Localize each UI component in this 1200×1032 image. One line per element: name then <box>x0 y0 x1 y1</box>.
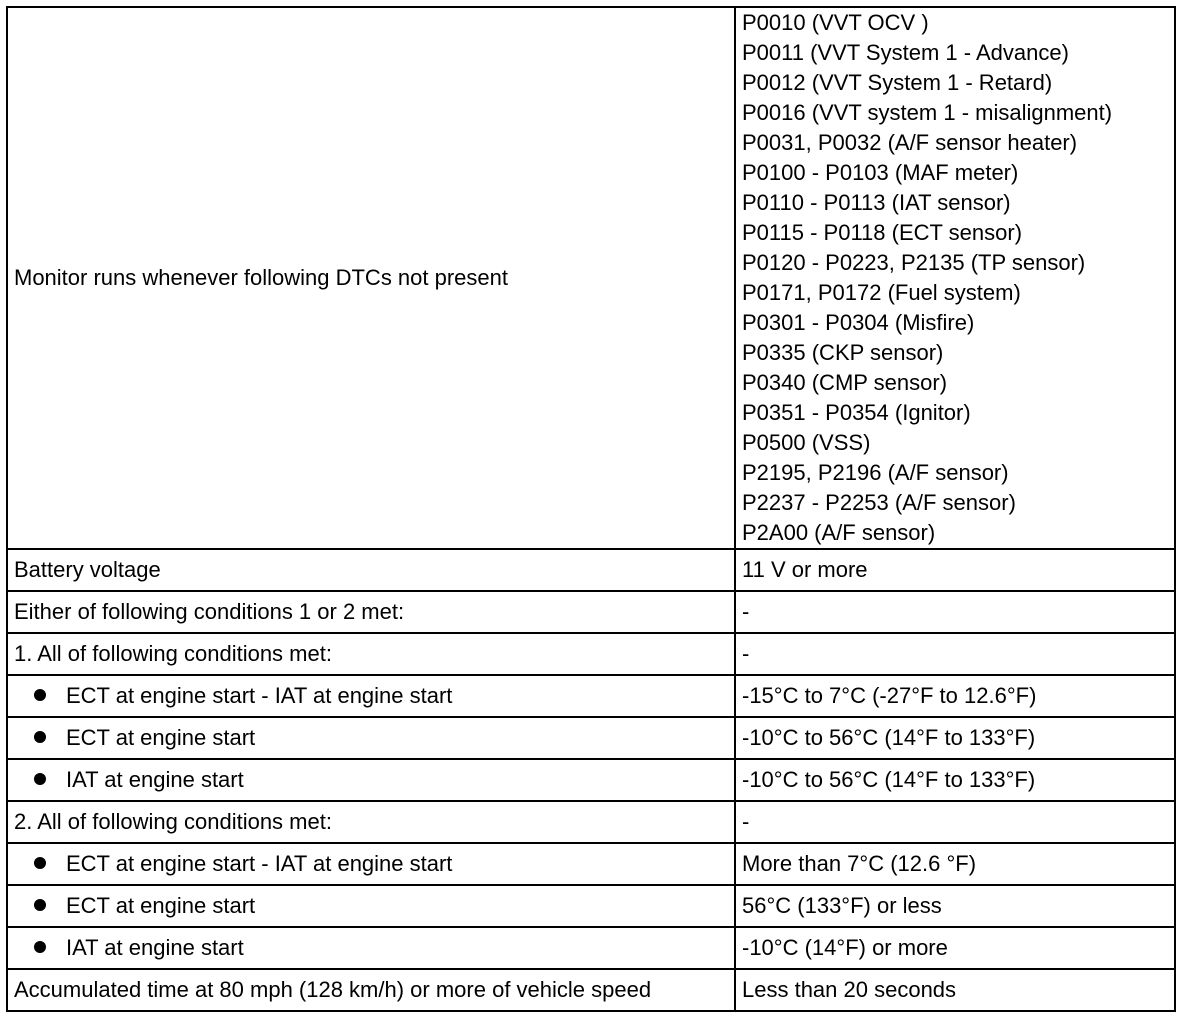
dtc-item: P0335 (CKP sensor) <box>742 340 944 365</box>
dtc-condition-label: Monitor runs whenever following DTCs not present <box>7 7 735 549</box>
condition-row <box>7 843 1175 885</box>
condition-label: ECT at engine start - IAT at engine start <box>66 851 453 876</box>
condition-label: Accumulated time at 80 mph (128 km/h) or more of vehicle speed <box>7 969 735 1011</box>
dtc-item: P2237 - P2253 (A/F sensor) <box>742 490 1016 515</box>
bullet-icon <box>34 773 46 785</box>
bullet-icon <box>34 689 46 701</box>
condition-value: -10°C (14°F) or more <box>735 927 1175 969</box>
dtc-list <box>735 7 1175 549</box>
condition-value: - <box>735 801 1175 843</box>
condition-row <box>7 927 1175 969</box>
condition-row <box>7 885 1175 927</box>
condition-value: -10°C to 56°C (14°F to 133°F) <box>735 717 1175 759</box>
condition-label: Battery voltage <box>7 549 735 591</box>
condition-label: Either of following conditions 1 or 2 met: <box>7 591 735 633</box>
condition-label: 2. All of following conditions met: <box>7 801 735 843</box>
condition-label: IAT at engine start <box>66 767 244 792</box>
dtc-item: P0120 - P0223, P2135 (TP sensor) <box>742 250 1086 275</box>
dtc-item: P0351 - P0354 (Ignitor) <box>742 400 971 425</box>
condition-value: 56°C (133°F) or less <box>735 885 1175 927</box>
condition-value: -15°C to 7°C (-27°F to 12.6°F) <box>735 675 1175 717</box>
bullet-icon <box>34 731 46 743</box>
condition-value: More than 7°C (12.6 °F) <box>735 843 1175 885</box>
dtc-item: P0115 - P0118 (ECT sensor) <box>742 220 1023 245</box>
condition-value: - <box>735 591 1175 633</box>
dtc-item: P0012 (VVT System 1 - Retard) <box>742 70 1053 95</box>
bullet-icon <box>34 857 46 869</box>
bullet-icon <box>34 941 46 953</box>
condition-row <box>7 591 1175 633</box>
dtc-item: P0010 (VVT OCV ) <box>742 10 929 35</box>
condition-value: 11 V or more <box>735 549 1175 591</box>
condition-cell <box>7 675 735 717</box>
condition-cell <box>7 885 735 927</box>
dtc-item: P0301 - P0304 (Misfire) <box>742 310 975 335</box>
condition-row <box>7 675 1175 717</box>
condition-row <box>7 549 1175 591</box>
condition-row <box>7 633 1175 675</box>
dtc-item: P0011 (VVT System 1 - Advance) <box>742 40 1069 65</box>
condition-label: ECT at engine start <box>66 725 256 750</box>
dtc-item: P0110 - P0113 (IAT sensor) <box>742 190 1011 215</box>
dtc-item: P2A00 (A/F sensor) <box>742 520 936 545</box>
condition-label: ECT at engine start <box>66 893 256 918</box>
dtc-item: P0500 (VSS) <box>742 430 871 455</box>
dtc-item: P0171, P0172 (Fuel system) <box>742 280 1021 305</box>
condition-row <box>7 801 1175 843</box>
dtc-item: P2195, P2196 (A/F sensor) <box>742 460 1009 485</box>
condition-cell <box>7 717 735 759</box>
condition-row <box>7 969 1175 1011</box>
dtc-item: P0031, P0032 (A/F sensor heater) <box>742 130 1078 155</box>
condition-label: 1. All of following conditions met: <box>7 633 735 675</box>
condition-row <box>7 759 1175 801</box>
condition-value: Less than 20 seconds <box>735 969 1175 1011</box>
dtc-item: P0100 - P0103 (MAF meter) <box>742 160 1019 185</box>
condition-label: ECT at engine start - IAT at engine start <box>66 683 453 708</box>
dtc-item: P0340 (CMP sensor) <box>742 370 948 395</box>
dtc-item: P0016 (VVT system 1 - misalignment) <box>742 100 1113 125</box>
condition-value: - <box>735 633 1175 675</box>
condition-cell <box>7 843 735 885</box>
bullet-icon <box>34 899 46 911</box>
monitor-conditions-table <box>6 6 1176 1012</box>
condition-value: -10°C to 56°C (14°F to 133°F) <box>735 759 1175 801</box>
condition-label: IAT at engine start <box>66 935 244 960</box>
condition-row <box>7 717 1175 759</box>
condition-cell <box>7 759 735 801</box>
dtc-row <box>7 7 1175 549</box>
condition-cell <box>7 927 735 969</box>
